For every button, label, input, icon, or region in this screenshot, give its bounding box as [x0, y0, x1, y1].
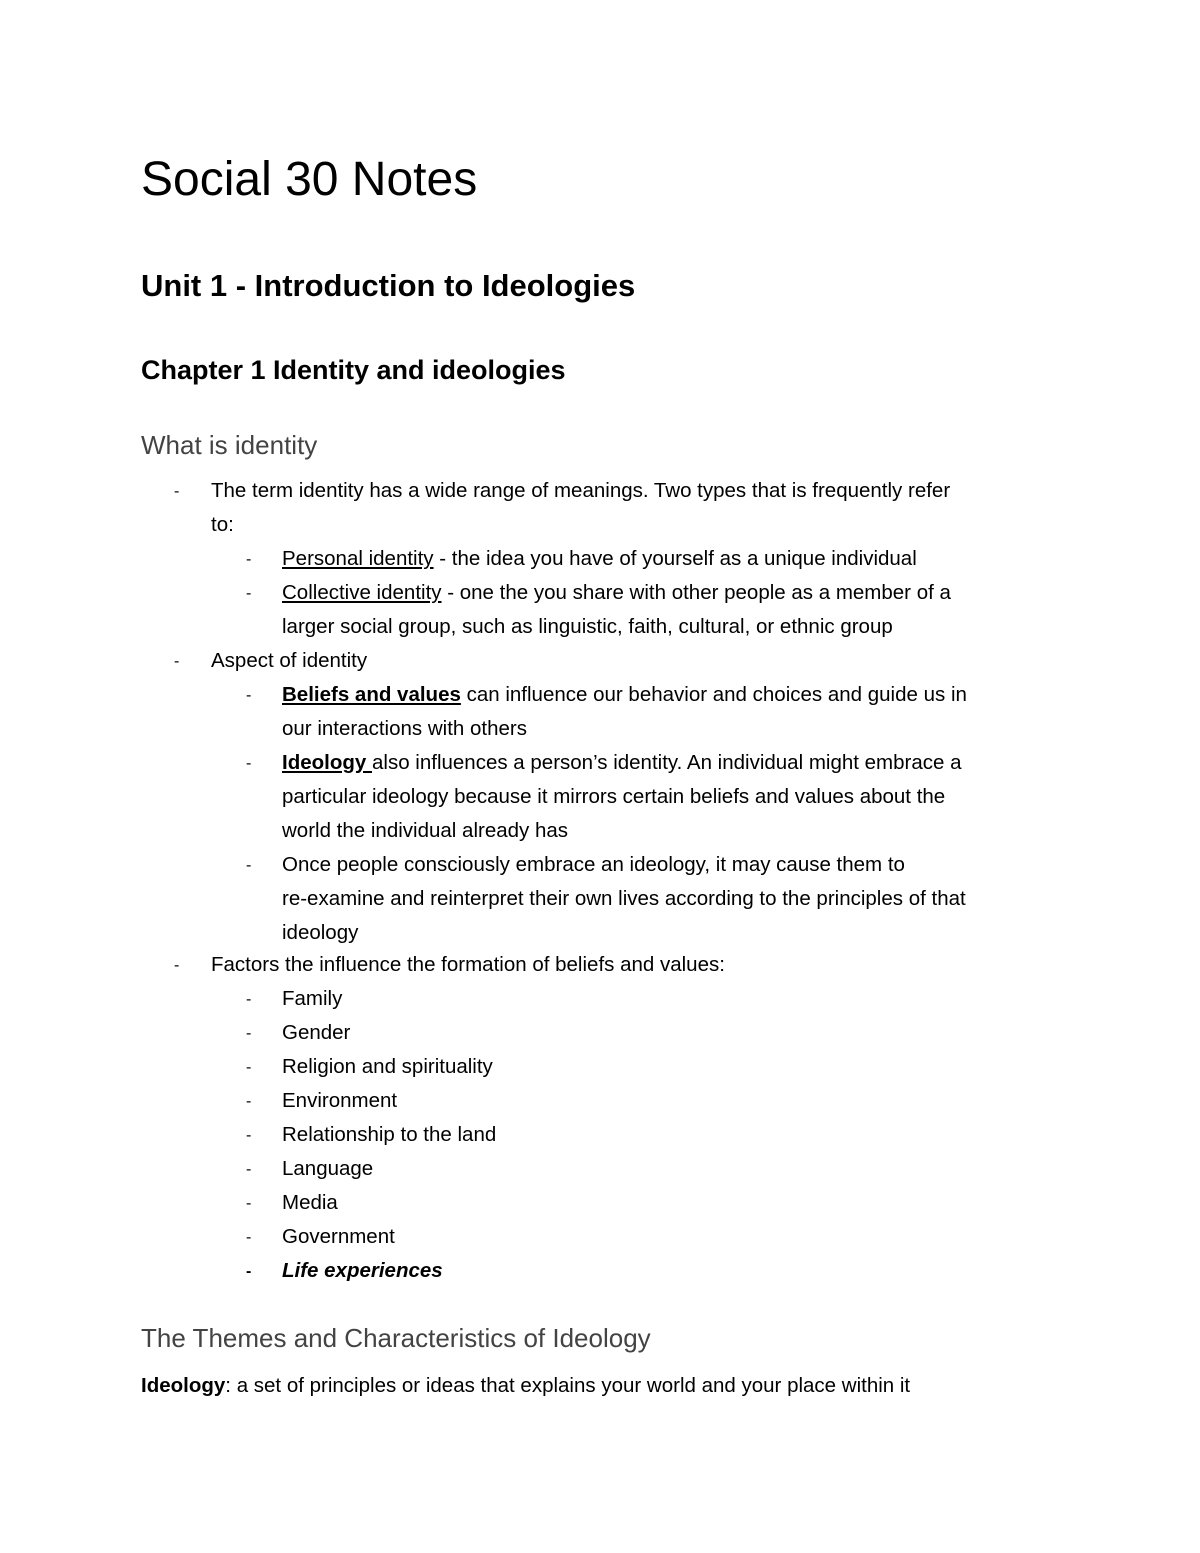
beliefs-values-cont: our interactions with others [282, 717, 527, 740]
definition-text: : a set of principles or ideas that explains your world and your place within it [225, 1374, 911, 1397]
list-item-collective-identity [282, 576, 951, 610]
term-ideology: Ideology [282, 751, 372, 774]
bullet-dash: - [174, 653, 180, 670]
list-item-beliefs-values [282, 678, 967, 712]
embrace-ideology-cont: re-examine and reinterpret their own lives according to the principles of that [282, 887, 966, 910]
list-item-ideology [282, 746, 962, 780]
ideology-definition [141, 1369, 910, 1403]
factor-item: Gender [282, 1021, 351, 1044]
bullet-dash: - [246, 585, 252, 602]
list-item-identity-meanings-cont: to: [211, 513, 234, 536]
list-item-embrace-ideology: Once people consciously embrace an ideology, it may cause them to [282, 853, 905, 876]
bullet-dash: - [246, 1093, 252, 1110]
bullet-dash: - [246, 1161, 252, 1178]
list-item-personal-identity [282, 542, 917, 576]
bullet-dash: - [246, 991, 252, 1008]
beliefs-values-text: can influence our behavior and choices and guide us in [460, 683, 967, 706]
bullet-dash: - [246, 1127, 252, 1144]
bullet-dash: - [246, 1025, 252, 1042]
list-item-factors: Factors the influence the formation of beliefs and values: [211, 953, 725, 976]
bullet-dash: - [246, 687, 252, 704]
bullet-dash: - [246, 1059, 252, 1076]
section-heading-themes: The Themes and Characteristics of Ideology [141, 1323, 651, 1353]
bullet-dash: - [246, 1263, 252, 1280]
factor-item: Environment [282, 1089, 398, 1112]
ideology-text: also influences a person’s identity. An individual might embrace a [371, 751, 962, 774]
section-heading-identity: What is identity [141, 430, 318, 460]
chapter-heading: Chapter 1 Identity and ideologies [141, 355, 566, 385]
unit-heading: Unit 1 - Introduction to Ideologies [141, 268, 636, 303]
term-personal-identity: Personal identity [282, 547, 434, 570]
term-collective-identity: Collective identity [282, 581, 442, 604]
list-item-identity-meanings: The term identity has a wide range of meanings. Two types that is frequently refer [211, 479, 951, 502]
personal-identity-definition: - the idea you have of yourself as a unique individual [433, 547, 917, 570]
list-item-aspect-of-identity: Aspect of identity [211, 649, 368, 672]
factor-item-life-experiences: Life experiences [282, 1259, 443, 1282]
collective-identity-definition: - one the you share with other people as a member of a [441, 581, 951, 604]
term-beliefs-values: Beliefs and values [282, 683, 461, 706]
bullet-dash: - [246, 857, 252, 874]
factor-item: Media [282, 1191, 338, 1214]
ideology-text-cont: particular ideology because it mirrors certain beliefs and values about the [282, 785, 946, 808]
bullet-dash: - [246, 755, 252, 772]
collective-identity-cont: larger social group, such as linguistic, faith, cultural, or ethnic group [282, 615, 893, 638]
bullet-dash: - [174, 957, 180, 974]
factor-item: Language [282, 1157, 374, 1180]
factor-item: Government [282, 1225, 395, 1248]
embrace-ideology-cont: ideology [282, 921, 359, 944]
ideology-text-cont: world the individual already has [282, 819, 569, 842]
bullet-dash: - [246, 551, 252, 568]
bullet-dash: - [246, 1195, 252, 1212]
document-title: Social 30 Notes [141, 153, 478, 206]
factor-item: Religion and spirituality [282, 1055, 493, 1078]
bullet-dash: - [174, 483, 180, 500]
definition-term: Ideology [141, 1374, 226, 1397]
factor-item: Relationship to the land [282, 1123, 497, 1146]
factor-item: Family [282, 987, 343, 1010]
bullet-dash: - [246, 1229, 252, 1246]
